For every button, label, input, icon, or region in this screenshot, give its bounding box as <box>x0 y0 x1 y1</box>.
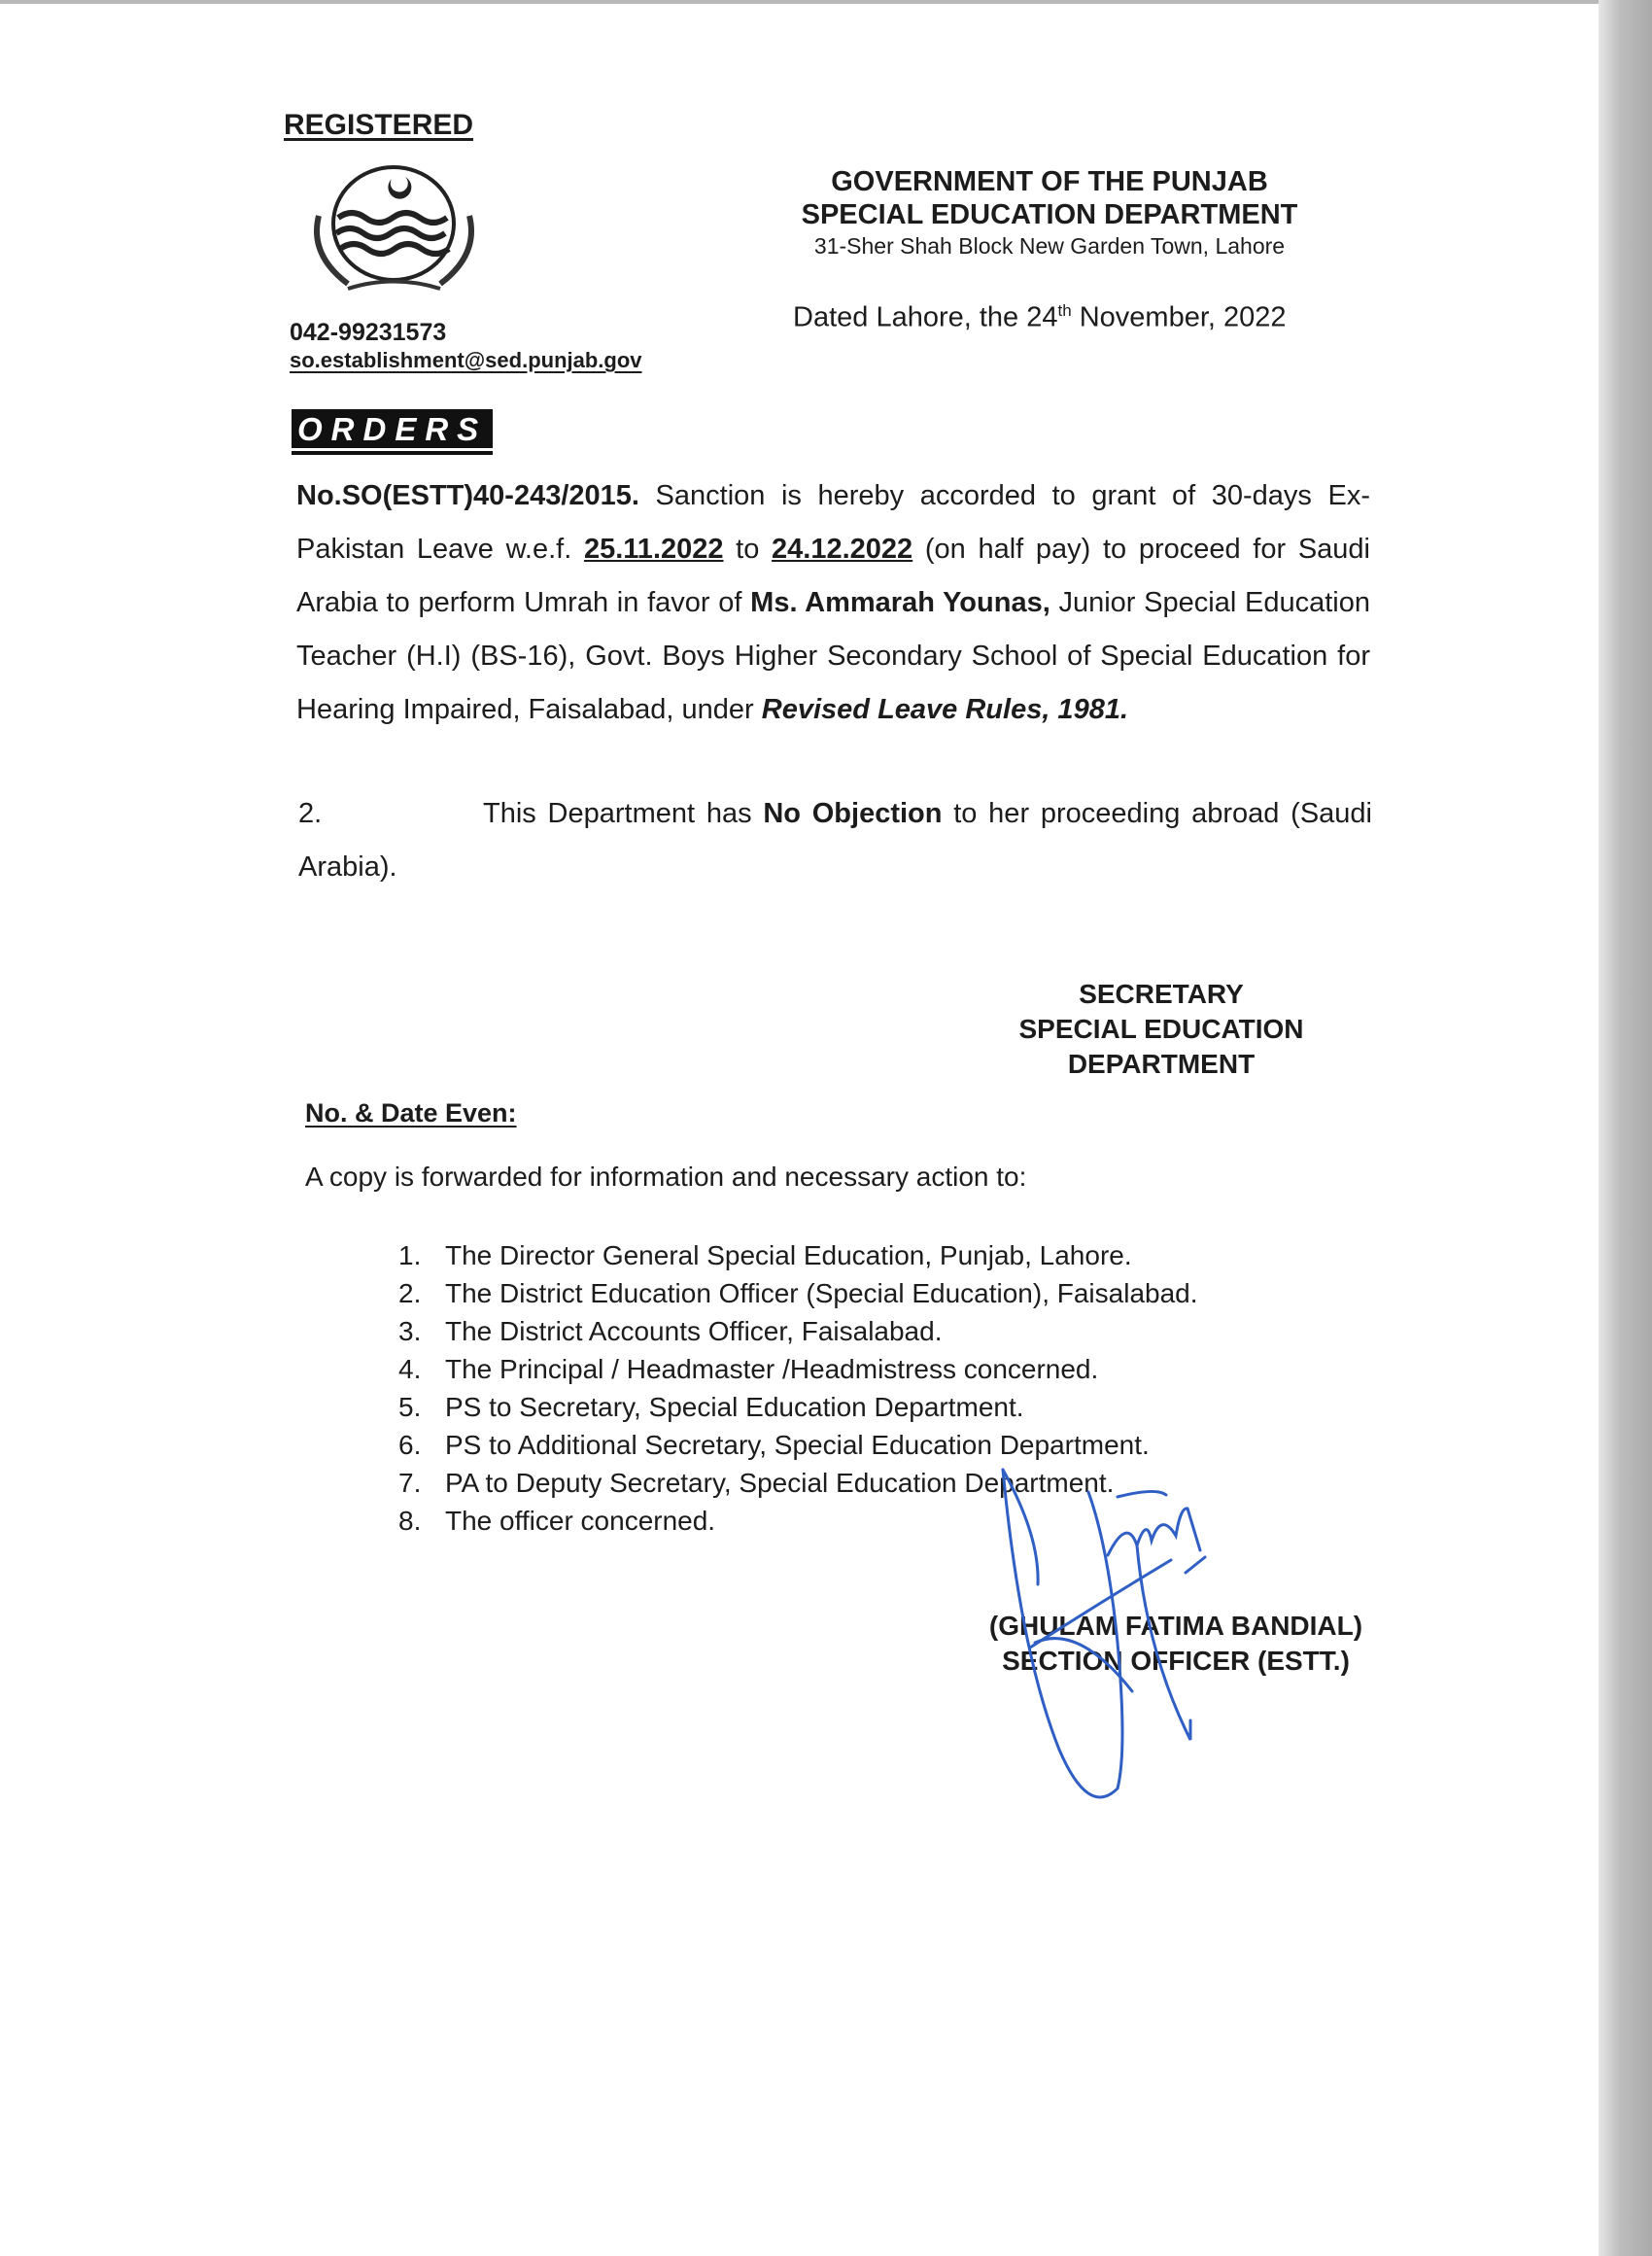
text: to her proceeding abroad (Saudi Arabia). <box>298 798 1372 883</box>
department-address: 31-Sher Shah Block New Garden Town, Lahore <box>813 233 1286 259</box>
item-text: The Director General Special Education, Punjab, Lahore. <box>445 1240 1132 1270</box>
rules-reference: Revised Leave Rules, 1981. <box>761 694 1129 725</box>
item-text: The officer concerned. <box>445 1506 716 1536</box>
date-to: 24.12.2022 <box>772 534 913 565</box>
scan-right-edge <box>1599 0 1652 2256</box>
item-number: 4. <box>398 1354 422 1384</box>
item-text: The Principal / Headmaster /Headmistress concerned. <box>445 1354 1099 1384</box>
paragraph-2 <box>298 787 1372 894</box>
text: Sanction is hereby accorded to grant of 30-days Ex-Pakistan Leave w.e.f. <box>296 480 1370 565</box>
item-text: PS to Additional Secretary, Special Education Department. <box>445 1430 1150 1460</box>
dated-sup: th <box>1057 301 1072 320</box>
signatory-designation: SECTION OFFICER (ESTT.) <box>1002 1646 1350 1676</box>
item-text: PS to Secretary, Special Education Department. <box>445 1392 1024 1422</box>
employee-name: Ms. Ammarah Younas, <box>750 587 1050 618</box>
copy-forwarded-intro: A copy is forwarded for information and necessary action to: <box>305 1162 1027 1192</box>
government-title: GOVERNMENT OF THE PUNJAB <box>831 166 1268 197</box>
signatory-name: (GHULAM FATIMA BANDIAL) <box>988 1611 1363 1641</box>
punjab-emblem-logo <box>299 157 489 303</box>
list-item <box>398 1350 1198 1388</box>
reference-number: No.SO(ESTT)40-243/2015. <box>296 480 639 511</box>
secretary-line: SPECIAL EDUCATION <box>1018 1014 1304 1044</box>
registered-label: REGISTERED <box>284 109 474 141</box>
handwritten-signature <box>981 1458 1234 1818</box>
item-number: 3. <box>398 1316 422 1346</box>
text: This Department has <box>483 798 764 829</box>
item-text: PA to Deputy Secretary, Special Education Department. <box>445 1468 1115 1498</box>
list-item <box>398 1236 1198 1274</box>
orders-heading: ORDERS <box>292 409 493 451</box>
list-item <box>398 1312 1198 1350</box>
item-number: 7. <box>398 1468 422 1498</box>
dated-suffix: November, 2022 <box>1071 301 1287 333</box>
scan-top-edge <box>0 0 1601 4</box>
text: to <box>723 534 773 565</box>
order-paragraph <box>296 469 1370 737</box>
phone-number: 042-99231573 <box>290 319 447 346</box>
text: (on half pay) to proceed for Saudi Arabia to perform Umrah in favor of <box>296 534 1370 618</box>
secretary-line: DEPARTMENT <box>1067 1049 1256 1079</box>
department-title: SPECIAL EDUCATION DEPARTMENT <box>801 199 1298 230</box>
letterhead <box>739 165 1360 260</box>
paragraph-number: 2. <box>298 798 323 829</box>
list-item <box>398 1388 1198 1426</box>
secretary-line: SECRETARY <box>1079 979 1244 1009</box>
item-number: 5. <box>398 1392 422 1422</box>
dated-prefix: Dated Lahore, the 24 <box>793 301 1058 333</box>
item-number: 6. <box>398 1430 422 1460</box>
item-number: 8. <box>398 1506 422 1536</box>
no-date-even: No. & Date Even: <box>305 1098 517 1128</box>
no-objection: No Objection <box>763 798 943 829</box>
text: Junior Special Education Teacher (H.I) (BS-16), Govt. Boys Higher Secondary School of Special Education for Hearing Impaired, Faisalabad, under <box>296 587 1370 725</box>
email-link[interactable]: so.establishment@sed.punjab.gov <box>290 348 642 372</box>
item-number: 2. <box>398 1278 422 1308</box>
dated-line <box>793 301 1287 334</box>
secretary-block <box>972 977 1351 1082</box>
list-item <box>398 1274 1198 1312</box>
item-text: The District Accounts Officer, Faisalabad. <box>445 1316 943 1346</box>
item-number: 1. <box>398 1240 422 1270</box>
item-text: The District Education Officer (Special Education), Faisalabad. <box>445 1278 1198 1308</box>
date-from: 25.11.2022 <box>583 534 724 565</box>
